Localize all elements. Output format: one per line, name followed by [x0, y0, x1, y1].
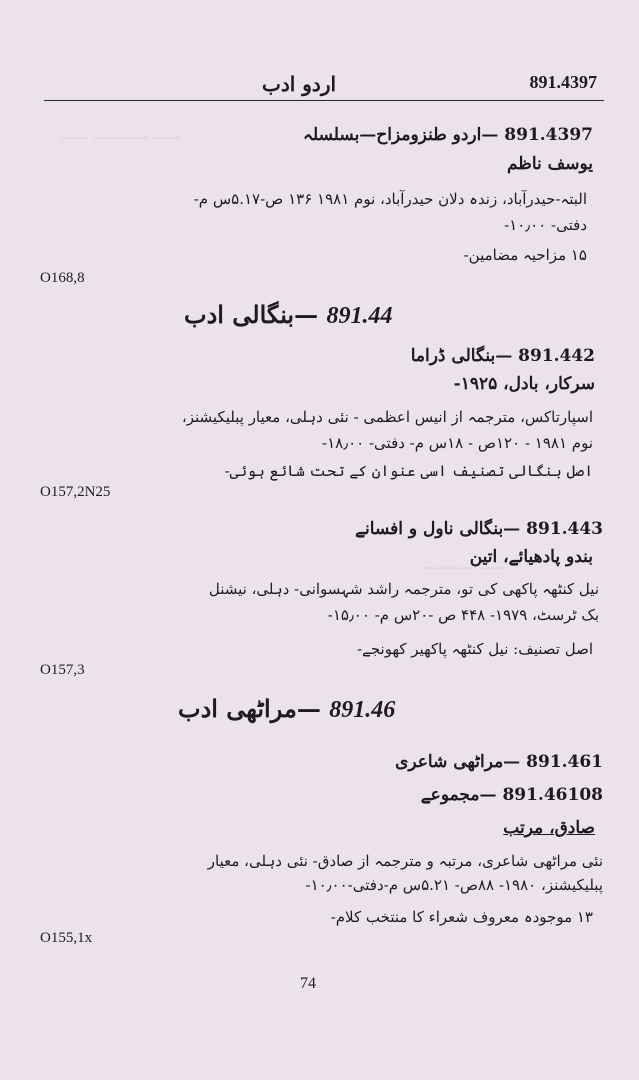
entry-heading: 891.461 —مراٹھی شاعری: [395, 752, 603, 772]
header-rule: [44, 100, 604, 101]
entry-code: O157,2N25: [40, 484, 111, 500]
entry-code: O168,8: [40, 270, 85, 286]
entry-line: ۱۳ موجودہ معروف شعراء کا منتخب کلام-: [330, 908, 593, 926]
entry-author: صادق، مرتب: [503, 818, 595, 838]
entry-line: نیل کنٹھہ پاکھی کی تو، مترجمہ راشد شہسوانی- دہلی، نیشنل: [208, 580, 599, 598]
entry-line: نئی مراٹھی شاعری، مرتبہ و مترجمہ از صادق- نئی دہلی، معیار: [207, 852, 603, 870]
section-title: [184, 300, 392, 330]
entry-line: اصل بنگالی تصنیف اسی عنوان کے تحت شائع ہوئی-: [224, 462, 593, 480]
entry-author: یوسف ناظم: [506, 154, 593, 174]
section-title-text: —مراٹھی ادب: [178, 694, 321, 723]
page-header-number: 891.4397: [529, 72, 597, 92]
page-number: 74: [300, 975, 316, 992]
entry-heading: 891.4397 —اردو طنزومزاح—بسلسلہ: [303, 125, 593, 145]
entry-heading: 891.443 —بنگالی ناول و افسانے: [355, 519, 603, 539]
entry-line: پبلیکیشنز، ۱۹۸۰- ۸۸ص- ۵.۲۱س م-دفتی-۱۰٫۰۰-: [305, 876, 603, 894]
page-header-title: اردو ادب: [262, 72, 337, 96]
entry-heading: 891.46108 —مجموعے: [420, 785, 603, 805]
entry-heading: 891.442 —بنگالی ڈراما: [410, 346, 595, 366]
entry-line: نوم ۱۹۸۱ - ۱۲۰ص - ۱۸س م- دفتی- ۱۸٫۰۰-: [322, 434, 593, 452]
section-title-number: 891.46: [329, 697, 396, 723]
entry-line: البتہ-حیدرآباد، زندہ دلان حیدرآباد، نوم ۱۹۸۱ ۱۳۶ ص-۵.۱۷س م-: [193, 190, 587, 208]
show-through-mark: —— ———— ——: [60, 130, 181, 146]
entry-line: اصل تصنیف: نیل کنٹھہ پاکھیر کھونجے-: [356, 640, 593, 658]
entry-line: اسپارتاکس، مترجمہ از انیس اعظمی - نئی دہلی، معیار پبلیکیشنز،: [181, 408, 593, 426]
entry-author: بندو پادھیائے، اتین: [469, 547, 593, 567]
entry-code: O157,3: [40, 662, 85, 678]
section-title-number: 891.44: [326, 303, 393, 329]
entry-code: O155,1x: [40, 930, 93, 946]
entry-line: دفتی- ۱۰٫۰۰-: [504, 216, 587, 234]
section-title-text: —بنگالی ادب: [184, 300, 319, 329]
show-through-mark: ———— ——: [420, 560, 509, 576]
entry-line: ۱۵ مزاحیہ مضامین-: [463, 246, 587, 264]
section-title: [178, 694, 395, 724]
entry-author: سرکار، بادل، ۱۹۲۵-: [453, 374, 595, 394]
entry-line: بک ٹرسٹ، ۱۹۷۹- ۴۴۸ ص -۲۰س م- ۱۵٫۰۰-: [327, 606, 599, 624]
